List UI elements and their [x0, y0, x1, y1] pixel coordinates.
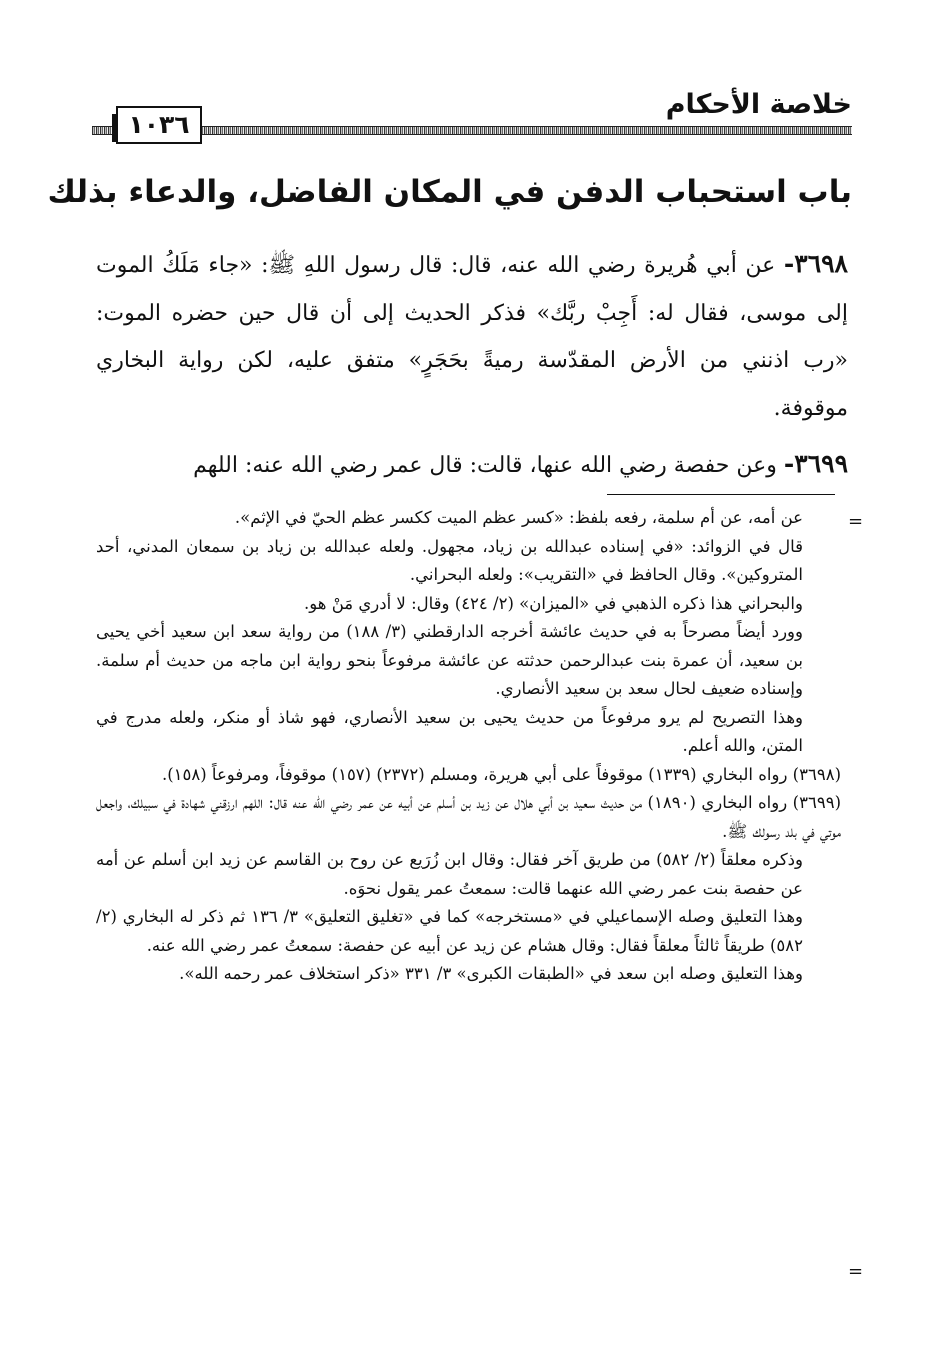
footnote-paragraph: وهذا التعليق وصله ابن سعد في «الطبقات الكبرى» ٣/ ٣٣١ «ذكر استخلاف عمر رحمه الله». — [179, 964, 803, 983]
page-number: ١٠٣٦ — [116, 106, 202, 144]
footnote-divider — [607, 494, 835, 495]
header-rule — [92, 126, 852, 135]
hadith-text: عن أبي هُريرة رضي الله عنه، قال: قال رسول اللهِ ﷺ: «جاء مَلَكُ الموت إلى موسى، فقال له: أَجِبْ ربَّك» فذكر الحديث إلى أن قال حين حضره الموت: «رب اذنني من الأرض المقدّسة رميةً بحَجَرٍ» متفق عليه، لكن رواية البخاري موقوفة. — [96, 253, 849, 421]
footnote-3698: (٣٦٩٨) رواه البخاري (١٣٣٩) موقوفاً على أبي هريرة، ومسلم (٢٣٧٢) (١٥٧) موقوفاً، ومرفوعاً (١٥٨). — [161, 764, 841, 784]
footnote-paragraph: وهذا التصريح لم يرو مرفوعاً من حديث يحيى بن سعيد الأنصاري، فهو شاذ أو منكر، ولعله مدرج في المتن، والله أعلم. — [96, 707, 803, 755]
hadith-number: ٣٦٩٨- — [783, 249, 848, 278]
hadith-3699 — [96, 440, 848, 490]
main-text — [96, 240, 848, 490]
continuation-mark-bottom: = — [848, 1261, 864, 1282]
footnote-paragraph: وورد أيضاً مصرحاً به في حديث عائشة أخرجه الدارقطني (٣/ ١٨٨) من رواية سعد ابن سعيد أخي يحيى بن سعيد، أن عمرة بنت عبدالرحمن حدثته عن عائشة مرفوعاً بنحو رواية ابن ماجه من حديث أم سلمة. وإسناده ضعيف لحال سعد بن سعيد الأنصاري. — [96, 622, 803, 698]
footnotes — [96, 504, 841, 989]
footnote-paragraph: والبحراني هذا ذكره الذهبي في «الميزان» (٢/ ٤٢٤) وقال: لا أدري مَنْ هو. — [304, 593, 803, 613]
hadith-number: ٣٦٩٩- — [783, 449, 848, 478]
chapter-title: باب استحباب الدفن في المكان الفاضل، والدعاء بذلك — [47, 174, 852, 210]
footnote-paragraph: وذكره معلقاً (٢/ ٥٨٢) من طريق آخر فقال: وقال ابن زُرَيع عن روح بن القاسم عن زيد ابن أسلم عن أمه عن حفصة بنت عمر رضي الله عنهما قالت: سمعتُ عمر يقول نحوَه. — [96, 850, 803, 898]
footnote-paragraph: وهذا التعليق وصله الإسماعيلي في «مستخرجه» كما في «تغليق التعليق» ٣/ ١٣٦ ثم ذكر له البخاري (٢/ ٥٨٢) طريقاً ثالثاً معلقاً فقال: وقال هشام عن زيد عن أبيه عن حفصة: سمعتُ عمر رضي الله عنه. — [96, 907, 803, 955]
footnote-3699: (٣٦٩٩) رواه البخاري (١٨٩٠) من حديث سعيد بن أبي هلال عن زيد بن أسلم عن أبيه عن عمر رضي الله عنه قال: اللهم ارزقني شهادة في سبيلك، واجعل موتي في بلد رسولك ﷺ. — [96, 793, 841, 841]
page-header — [92, 88, 852, 158]
footnote-paragraph: عن أمه، عن أم سلمة، رفعه بلفظ: «كسر عظم الميت ككسر عظم الحيّ في الإثم». — [234, 508, 803, 527]
continuation-mark-top: = — [848, 511, 864, 532]
hadith-text: وعن حفصة رضي الله عنها، قالت: قال عمر رضي الله عنه: اللهم — [193, 453, 777, 478]
running-title: خلاصة الأحكام — [665, 89, 852, 120]
footnote-paragraph: قال في الزوائد: «في إسناده عبدالله بن زياد، مجهول. ولعله عبدالله بن زياد بن سمعان المدني، أحد المتروكين». وقال الحافظ في «التقريب»: ولعله البحراني. — [96, 536, 803, 584]
hadith-3698 — [96, 240, 848, 432]
